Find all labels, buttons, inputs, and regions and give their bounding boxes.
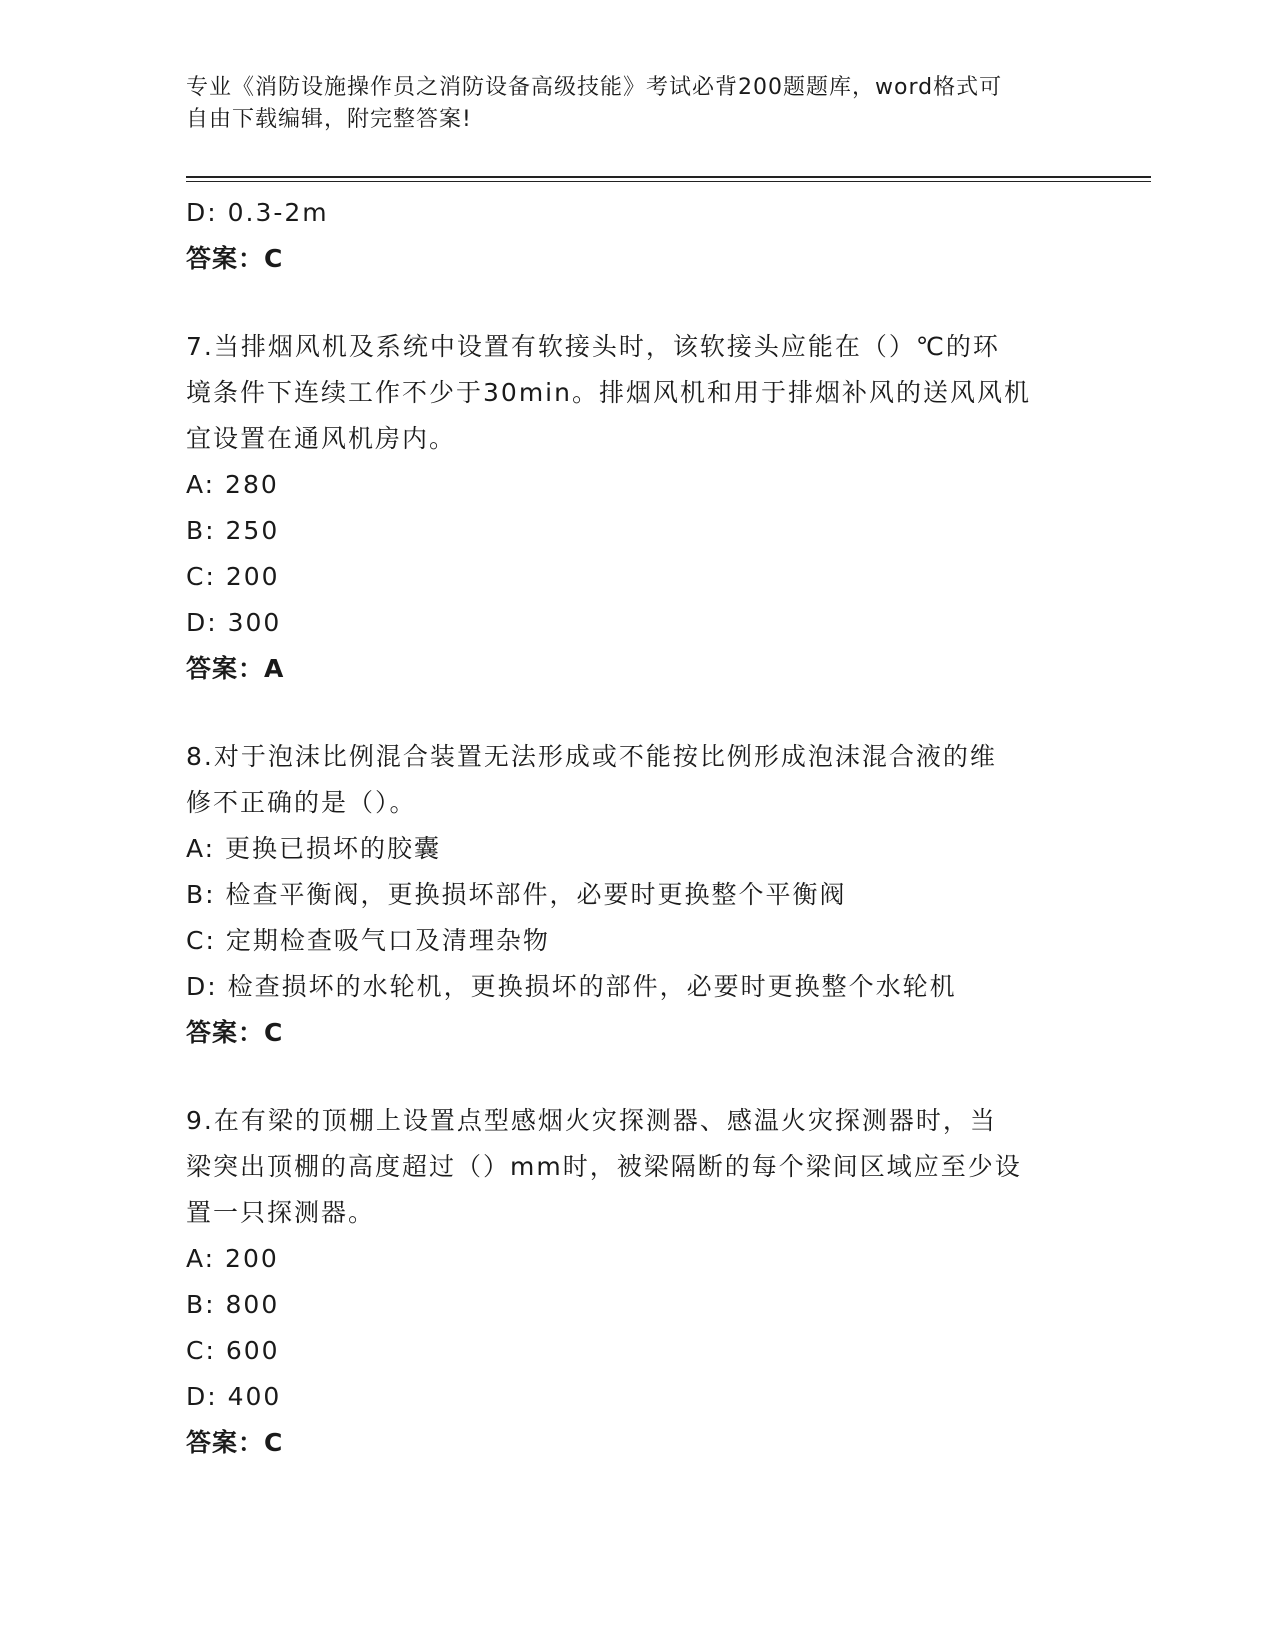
- question-stem-line: 境条件下连续工作不少于30min。排烟风机和用于排烟补风的送风风机: [186, 378, 1031, 407]
- page-header: [186, 72, 1066, 136]
- answer: 答案：C: [186, 1428, 284, 1457]
- option-a: A: 200: [186, 1244, 279, 1273]
- option-c: C: 定期检查吸气口及清理杂物: [186, 926, 550, 955]
- question-stem-line: 7.当排烟风机及系统中设置有软接头时，该软接头应能在（）℃的环: [186, 332, 1000, 361]
- question-9: [186, 1098, 1086, 1466]
- header-divider-thin: [186, 181, 1151, 182]
- question-stem-line: 梁突出顶棚的高度超过（）mm时，被梁隔断的每个梁间区域应至少设: [186, 1152, 1022, 1181]
- question-stem-line: 置一只探测器。: [186, 1198, 376, 1227]
- option-b: B: 检查平衡阀，更换损坏部件，必要时更换整个平衡阀: [186, 880, 847, 909]
- option-d: D: 检查损坏的水轮机，更换损坏的部件，必要时更换整个水轮机: [186, 972, 957, 1001]
- option-a: A: 280: [186, 470, 279, 499]
- header-line-2: 自由下载编辑，附完整答案!: [186, 107, 472, 132]
- answer: 答案：C: [186, 1018, 284, 1047]
- question-9-stem: [186, 1098, 1086, 1236]
- option-d: D: 300: [186, 608, 282, 637]
- option-c: C: 600: [186, 1336, 280, 1365]
- header-divider: [186, 176, 1151, 178]
- option-a: A: 更换已损坏的胶囊: [186, 834, 442, 863]
- previous-option-d: D: 0.3-2m: [186, 198, 329, 227]
- previous-answer: 答案：C: [186, 244, 284, 273]
- question-8-stem: [186, 734, 1086, 826]
- option-c: C: 200: [186, 562, 280, 591]
- question-stem-line: 9.在有梁的顶棚上设置点型感烟火灾探测器、感温火灾探测器时，当: [186, 1106, 997, 1135]
- question-stem-line: 8.对于泡沫比例混合装置无法形成或不能按比例形成泡沫混合液的维: [186, 742, 997, 771]
- question-7: [186, 324, 1086, 692]
- option-b: B: 250: [186, 516, 280, 545]
- question-stem-line: 宜设置在通风机房内。: [186, 424, 457, 453]
- answer: 答案：A: [186, 654, 285, 683]
- question-content: [186, 190, 1086, 1466]
- question-8: [186, 734, 1086, 1056]
- header-line-1: 专业《消防设施操作员之消防设备高级技能》考试必背200题题库，word格式可: [186, 75, 1003, 100]
- question-stem-line: 修不正确的是（）。: [186, 788, 417, 817]
- question-7-stem: [186, 324, 1086, 462]
- option-d: D: 400: [186, 1382, 282, 1411]
- option-b: B: 800: [186, 1290, 280, 1319]
